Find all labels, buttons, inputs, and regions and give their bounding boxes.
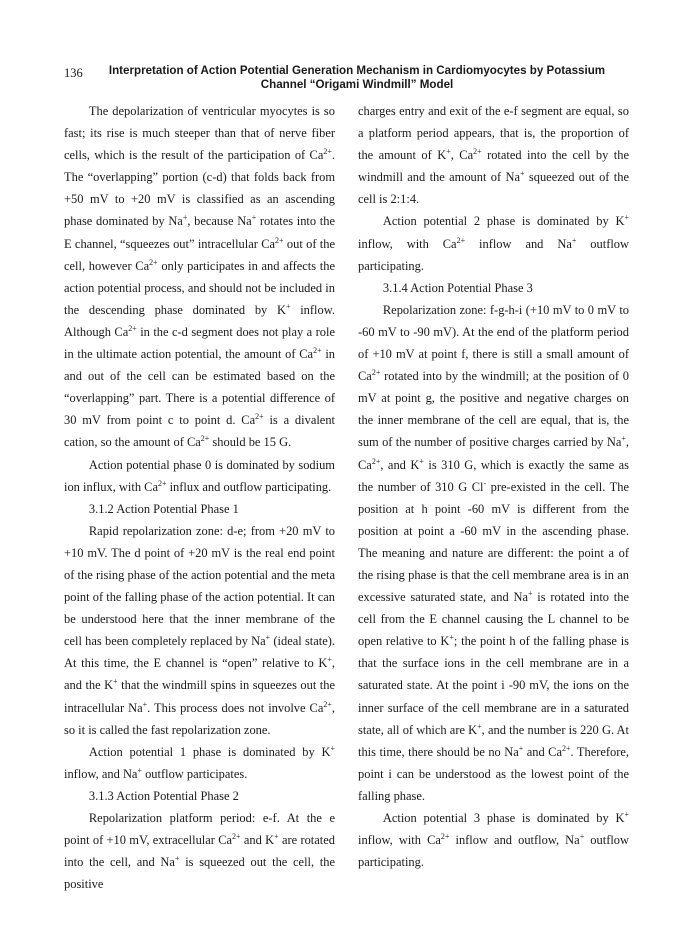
body-paragraph: Action potential 1 phase is dominated by K+ inflow, and Na+ outflow participates. xyxy=(64,743,335,781)
section-heading: 3.1.3 Action Potential Phase 2 xyxy=(88,788,239,803)
body-paragraph: Repolarization zone: f-g-h-i (+10 mV to 0 mV to -60 mV to -90 mV). At the end of the platform period of +10 mV at point f, there is still a small amount of $Ca^{2+}$ rotated into by the windmill; at the position of 0 mV at point g, the positive and negative charges on the inner membrane of the cell are equal, that is, the sum of the number of positive charges carried by Na+, $Ca^{2+}$, and K+ is 310 G, which is exactly the same as the number of 310 G Cl- pre-existed in the cell. The position at h point -60 mV is different from the position at point a -60 mV in the ascending phase. The meaning and nature are different: the point a of the rising phase is that the cell membrane area is in an excessive saturated state, and Na+ is rotated into the cell from the E channel causing the L channel to be open relative to K+; the point h of the falling phase is that the surface ions in the cell membrane are in a saturated state. At the point i -90 mV, the ions on the inner surface of the cell membrane are in a saturated state, all of which are K+, and the number is 220 G. At this time, there should be no Na+ and $Ca^{2+}$. Therefore, point i can be understood as the lowest point of the falling phase. xyxy=(358,302,630,803)
body-paragraph: Rapid repolarization zone: d-e; from +20 mV to +10 mV. The d point of +20 mV is the real end point of the rising phase of the action potential and the meta point of the falling phase of the action potential. It can be understood here that the inner membrane of the cell has been completely replaced by Na+ (ideal state). At this time, the E channel is “open” relative to K+, and the K+ that the windmill spins in squeezes out the intracellular Na+. This process does not involve $Ca^{2+}$, so it is called the fast repolarization zone. xyxy=(64,523,336,737)
running-head-title: Interpretation of Action Potential Generation Mechanism in Cardiomyocytes by Potassium Channel “Origami Windmill” Model xyxy=(108,64,606,91)
body-paragraph: Action potential 3 phase is dominated by K+ inflow, with $Ca^{2+}$ inflow and outflow, Na+ outflow participating. xyxy=(358,810,629,870)
body-paragraph: Action potential phase 0 is dominated by sodium ion influx, with $Ca^{2+}$ influx and outflow participating. xyxy=(64,457,335,494)
body-paragraph: Action potential 2 phase is dominated by K+ inflow, with $Ca^{2+}$ inflow and Na+ outflow participating. xyxy=(358,213,629,273)
section-heading: 3.1.2 Action Potential Phase 1 xyxy=(88,501,239,516)
body-paragraph: charges entry and exit of the e-f segment are equal, so a platform period appears, that is, the proportion of the amount of K+, $Ca^{2+}$ rotated into the cell by the windmill and the amount of Na+ squeezed out of the cell is 2:1:4. xyxy=(358,104,629,207)
page-number: 136 xyxy=(64,66,83,80)
body-paragraph: The depolarization of ventricular myocytes is so fast; its rise is much steeper than that of nerve fiber cells, which is the result of the participation of $Ca^{2+}$. The “overlapping” portion (c-d) that folds back from +50 mV to +20 mV is classified as an ascending phase dominated by Na+, because Na+ rotates into the E channel, “squeezes out” intracellular $Ca^{2+}$ out of the cell, however $Ca^{2+}$ only participates in and affects the action potential process, and should not be included in the descending phase dominated by K+ inflow. Although $Ca^{2+}$ in the c-d segment does not play a role in the ultimate action potential, the amount of $Ca^{2+}$ in and out of the cell can be estimated based on the “overlapping” part. There is a potential difference of 30 mV from point c to point d. $Ca^{2+}$ is a divalent cation, so the amount of $Ca^{2+}$ should be 15 G. xyxy=(64,104,335,450)
left-column xyxy=(64,100,335,895)
body-paragraph: Repolarization platform period: e-f. At the e point of +10 mV, extracellular $Ca^{2+}$ and K+ are rotated into the cell, and Na+ is squeezed out the cell, the positive xyxy=(64,811,335,892)
right-column xyxy=(358,100,629,873)
section-heading: 3.1.4 Action Potential Phase 3 xyxy=(382,280,533,295)
